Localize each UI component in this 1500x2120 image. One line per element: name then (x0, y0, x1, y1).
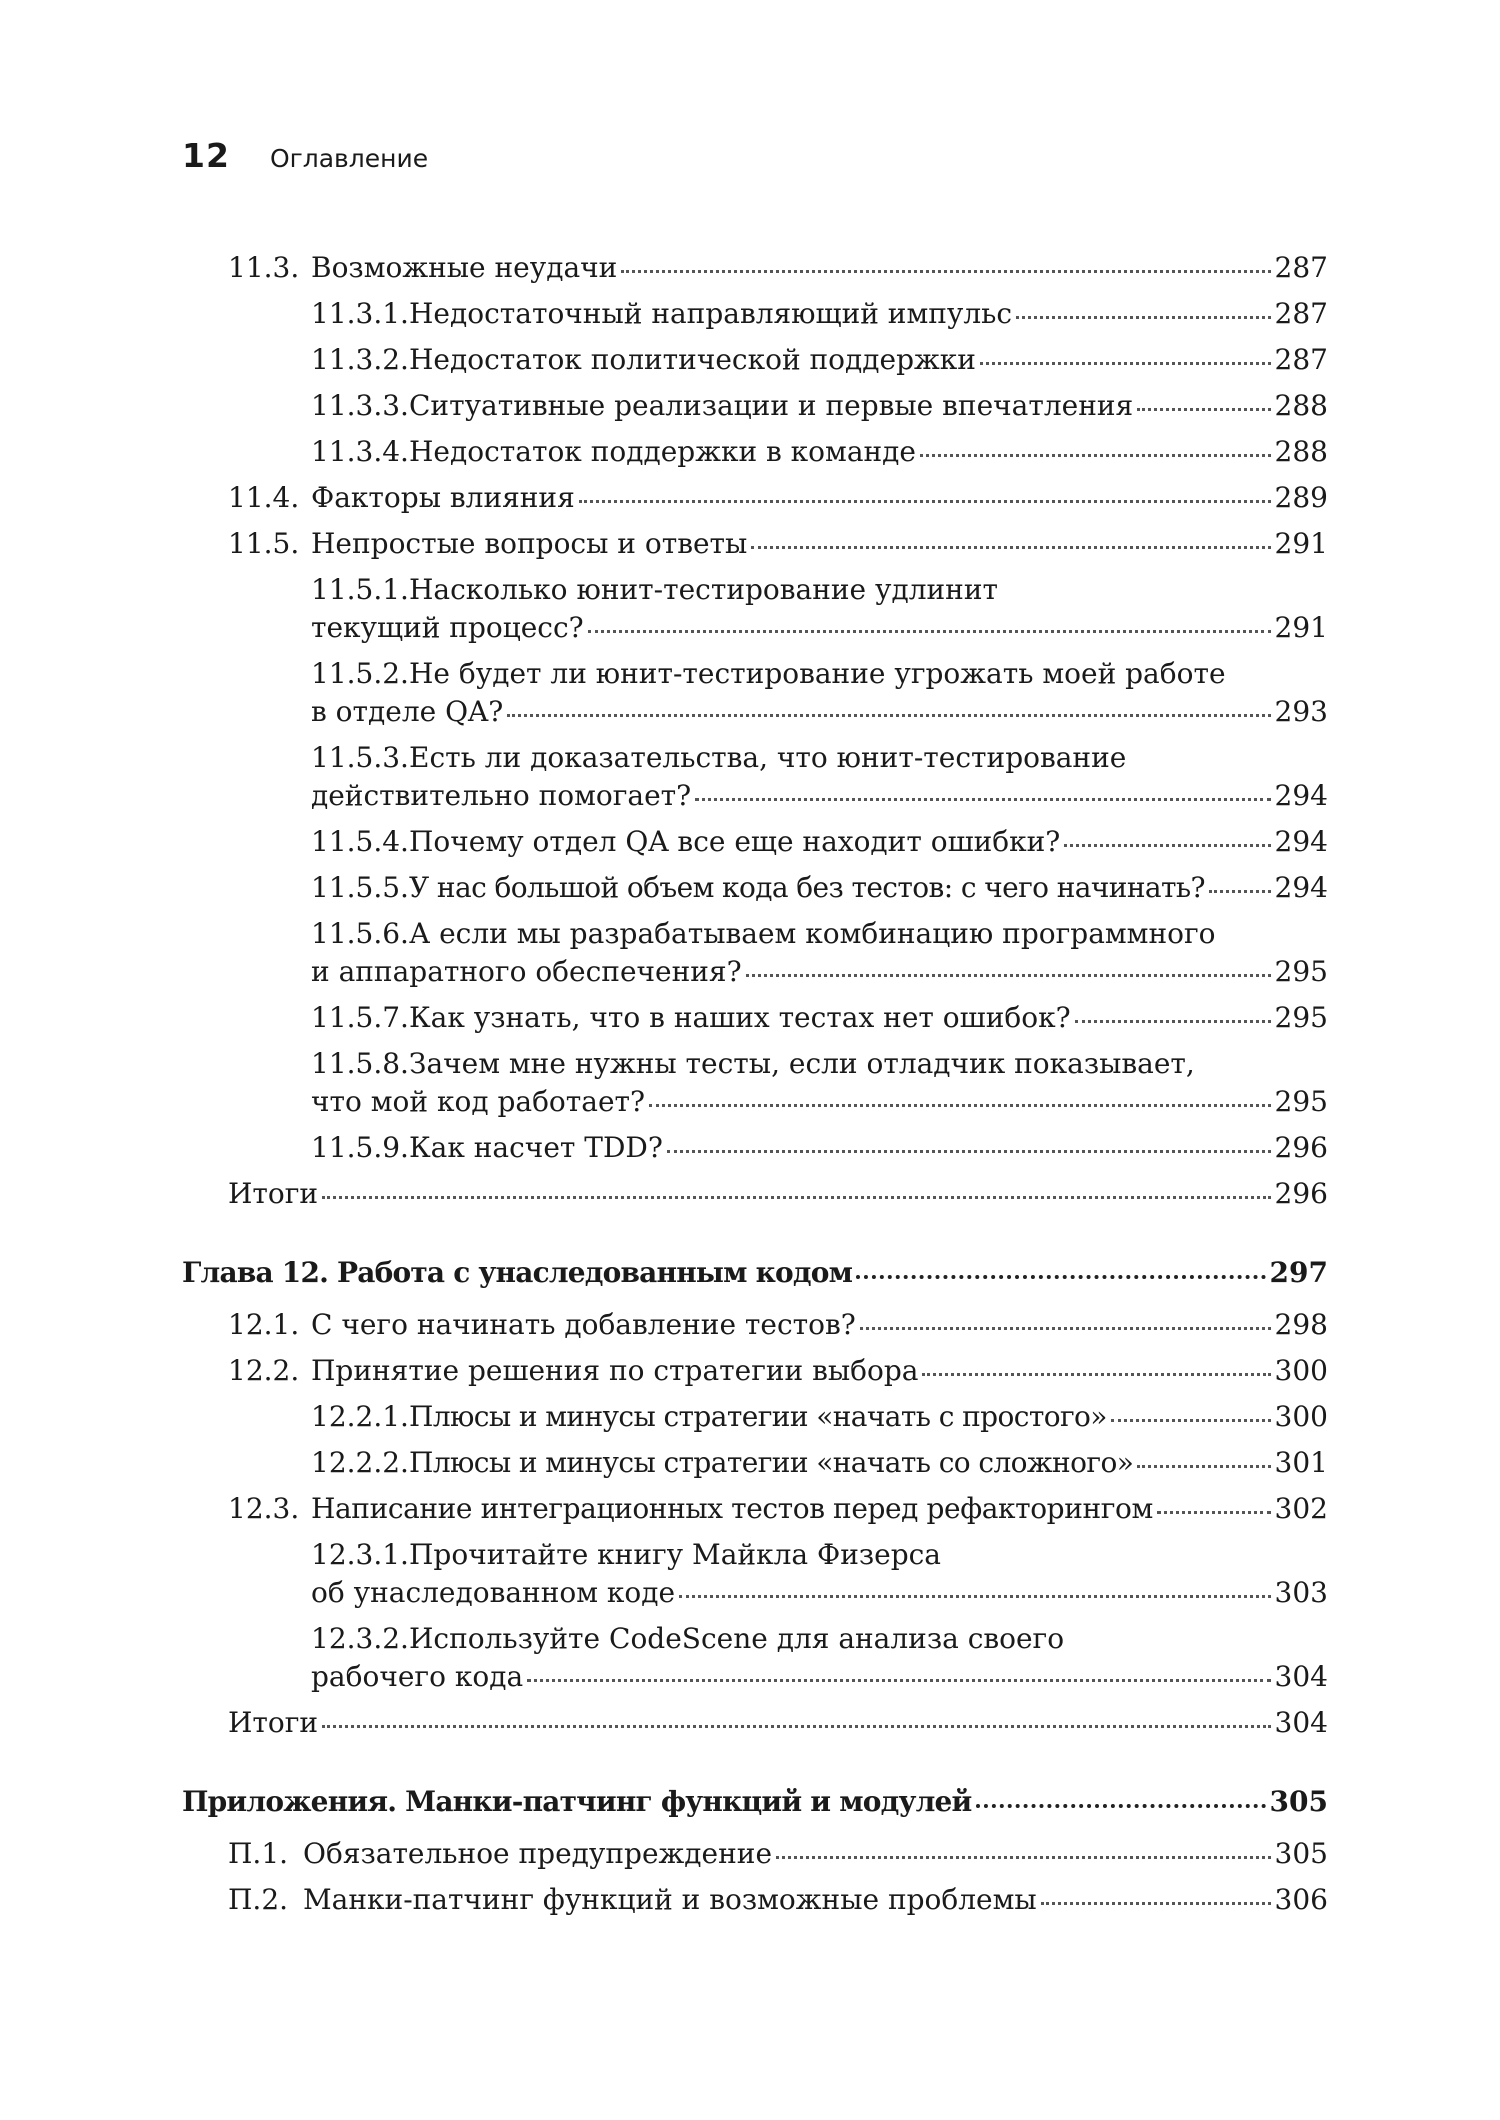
toc-entry-11-5 (228, 524, 1328, 564)
toc-entry-title: Как узнать, что в наших тестах нет ошибок? (409, 1001, 1071, 1034)
toc-entry-number: 11.3.4. (311, 435, 409, 468)
toc-entry-title: Непростые вопросы и ответы (311, 527, 748, 560)
toc-entry-page: 288 (1274, 435, 1328, 468)
toc-entry-12-2-1 (311, 1397, 1328, 1437)
toc-entry-12-3-2-second-line (311, 1657, 1328, 1697)
toc-entry-11-5-1-first-line (311, 570, 1328, 610)
toc-entry-page: 301 (1274, 1446, 1328, 1479)
dot-leader (647, 1083, 1273, 1111)
dot-leader (744, 953, 1273, 981)
dot-leader (577, 479, 1273, 507)
toc-entry-title: Почему отдел QA все еще находит ошибки? (409, 825, 1061, 858)
toc-entry-11-5-9 (311, 1128, 1328, 1168)
toc-entry-title: Насколько юнит-тестирование удлинит (409, 573, 998, 606)
toc-entry-number: 11.5.7. (311, 1001, 409, 1034)
toc-entry-page: 305 (1269, 1785, 1328, 1818)
toc-entry-number: 11.5.9. (311, 1131, 409, 1164)
toc-entry-title: Плюсы и минусы стратегии «начать с простого» (409, 1400, 1107, 1433)
toc-entry-number: 11.5.8. (311, 1047, 409, 1080)
toc-entry-title: Принятие решения по стратегии выбора (311, 1354, 919, 1387)
toc-entry-title-continued: об унаследованном коде (311, 1576, 676, 1609)
toc-entry-p-2 (228, 1880, 1328, 1920)
toc-chapter-title: Приложения. Манки-патчинг функций и модулей (182, 1785, 972, 1818)
toc-entry-number: 11.3.3. (311, 389, 409, 422)
toc-entry-number: 11.3.1. (311, 297, 409, 330)
toc-entry-11-3-1 (311, 294, 1328, 334)
toc-entry-page: 304 (1274, 1706, 1328, 1739)
toc-entry-11-5-6-second-line (311, 952, 1328, 992)
toc-entry-title: Итоги (228, 1706, 319, 1739)
toc-entry-title: Плюсы и минусы стратегии «начать со сложного» (409, 1446, 1134, 1479)
toc-entry-11-5-2-first-line (311, 654, 1328, 694)
toc-entry-number: 11.5.3. (311, 741, 409, 774)
dot-leader (320, 1704, 1272, 1732)
dot-leader (665, 1129, 1273, 1157)
toc-entry-12-3-1-first-line (311, 1535, 1328, 1575)
toc-entry-page: 300 (1274, 1400, 1328, 1433)
dot-leader (619, 249, 1272, 277)
dot-leader (1039, 1881, 1273, 1909)
toc-entry-page: 303 (1274, 1576, 1328, 1609)
toc-entry-number: 12.3.2. (311, 1622, 409, 1655)
toc-entry-title: Зачем мне нужны тесты, если отладчик показывает, (409, 1047, 1195, 1080)
toc-entry-11-5-8-second-line (311, 1082, 1328, 1122)
dot-leader (918, 433, 1273, 461)
toc-entry-number: 12.2. (228, 1354, 300, 1387)
toc-entry-title-continued: в отделе QA? (311, 695, 504, 728)
dot-leader (505, 693, 1272, 721)
dot-leader (693, 777, 1272, 805)
dot-leader (749, 525, 1272, 553)
toc-entry-page: 295 (1274, 1085, 1328, 1118)
toc-entry-11-5-3-first-line (311, 738, 1328, 778)
toc-entry-number: 11.5.4. (311, 825, 409, 858)
toc-entry-title: Как насчет TDD? (409, 1131, 663, 1164)
toc-entry-number: 11.3. (228, 251, 300, 284)
toc-entry-number: 11.5.2. (311, 657, 409, 690)
toc-entry-page: 306 (1274, 1883, 1328, 1916)
dot-leader (1062, 823, 1272, 851)
toc-entry-title-continued: действительно помогает? (311, 779, 692, 812)
toc-entry-title: Недостаток политической поддержки (409, 343, 976, 376)
dot-leader (1109, 1398, 1273, 1426)
toc-entry-12-2 (228, 1351, 1328, 1391)
toc-entry-number: 11.3.2. (311, 343, 409, 376)
dot-leader (1207, 869, 1273, 897)
toc-entry-11-3 (228, 248, 1328, 288)
toc-entry-number: 12.2.2. (311, 1446, 409, 1479)
toc-entry-11-5-2-second-line (311, 692, 1328, 732)
toc-entry-title: Прочитайте книгу Майкла Физерса (409, 1538, 941, 1571)
toc-entry-page: 288 (1274, 389, 1328, 422)
toc-entry-11-5-7 (311, 998, 1328, 1038)
toc-entry-summary-ch11 (228, 1174, 1328, 1214)
toc-entry-page: 294 (1274, 825, 1328, 858)
toc-entry-12-3-2-first-line (311, 1619, 1328, 1659)
toc-entry-page: 291 (1274, 527, 1328, 560)
toc-appendix (182, 1782, 1328, 1822)
dot-leader (854, 1254, 1267, 1282)
dot-leader (1155, 1490, 1273, 1518)
toc-entry-page: 287 (1274, 251, 1328, 284)
toc-entry-11-5-8-first-line (311, 1044, 1328, 1084)
toc-entry-11-3-2 (311, 340, 1328, 380)
toc-entry-page: 295 (1274, 955, 1328, 988)
toc-entry-12-3-1-second-line (311, 1573, 1328, 1613)
toc-entry-page: 296 (1274, 1177, 1328, 1210)
dot-leader (1014, 295, 1272, 323)
toc-entry-page: 294 (1274, 779, 1328, 812)
toc-entry-page: 304 (1274, 1660, 1328, 1693)
toc-entry-title: Используйте CodeScene для анализа своего (409, 1622, 1065, 1655)
toc-entry-title: Манки-патчинг функций и возможные проблемы (303, 1883, 1037, 1916)
toc-entry-page: 295 (1274, 1001, 1328, 1034)
toc-entry-number: 11.4. (228, 481, 300, 514)
toc-entry-11-5-6-first-line (311, 914, 1328, 954)
toc-chapter-title: Глава 12. Работа с унаследованным кодом (182, 1256, 853, 1289)
toc-entry-page: 287 (1274, 343, 1328, 376)
toc-entry-number: 12.3. (228, 1492, 300, 1525)
toc-entry-title: Возможные неудачи (311, 251, 618, 284)
toc-entry-title: Недостаток поддержки в команде (409, 435, 916, 468)
toc-entry-11-5-1-second-line (311, 608, 1328, 648)
toc-entry-page: 298 (1274, 1308, 1328, 1341)
toc-entry-page: 287 (1274, 297, 1328, 330)
toc-entry-page: 289 (1274, 481, 1328, 514)
toc-entry-11-3-4 (311, 432, 1328, 472)
toc-entry-title: У нас большой объем кода без тестов: с чего начинать? (409, 871, 1205, 904)
toc-entry-page: 293 (1274, 695, 1328, 728)
toc-entry-number: 11.5. (228, 527, 300, 560)
toc-entry-title: Недостаточный направляющий импульс (409, 297, 1013, 330)
dot-leader (974, 1783, 1268, 1811)
toc-entry-number: 11.5.5. (311, 871, 409, 904)
toc-entry-title-continued: текущий процесс? (311, 611, 584, 644)
dot-leader (525, 1658, 1272, 1686)
running-head (182, 136, 428, 186)
toc-entry-11-5-4 (311, 822, 1328, 862)
toc-entry-number: 11.5.1. (311, 573, 409, 606)
dot-leader (774, 1835, 1273, 1863)
toc-entry-11-3-3 (311, 386, 1328, 426)
toc-entry-11-4 (228, 478, 1328, 518)
toc-entry-title-continued: и аппаратного обеспечения? (311, 955, 742, 988)
toc-entry-11-5-5 (311, 868, 1328, 908)
toc-entry-title: Обязательное предупреждение (303, 1837, 773, 1870)
toc-entry-12-2-2 (311, 1443, 1328, 1483)
toc-entry-summary-ch12 (228, 1703, 1328, 1743)
toc-entry-title: Есть ли доказательства, что юнит-тестирование (409, 741, 1127, 774)
toc-entry-title-continued: рабочего кода (311, 1660, 524, 1693)
toc-entry-number: 12.2.1. (311, 1400, 409, 1433)
toc-entry-page: 300 (1274, 1354, 1328, 1387)
toc-entry-number: 12.3.1. (311, 1538, 409, 1571)
page-number: 12 (182, 136, 230, 175)
dot-leader (1073, 999, 1273, 1027)
toc-entry-page: 294 (1274, 871, 1328, 904)
toc-entry-11-5-3-second-line (311, 776, 1328, 816)
dot-leader (1135, 387, 1272, 415)
toc-chapter-12 (182, 1253, 1328, 1293)
dot-leader (320, 1175, 1272, 1203)
running-title: Оглавление (269, 144, 429, 173)
dot-leader (586, 609, 1273, 637)
toc-entry-12-3 (228, 1489, 1328, 1529)
toc-entry-page: 296 (1274, 1131, 1328, 1164)
toc-entry-12-1 (228, 1305, 1328, 1345)
toc-entry-title: Факторы влияния (311, 481, 575, 514)
toc-entry-page: 302 (1274, 1492, 1328, 1525)
toc-entry-number: П.1. (228, 1837, 289, 1870)
dot-leader (858, 1306, 1273, 1334)
toc-entry-title-continued: что мой код работает? (311, 1085, 646, 1118)
toc-entry-title: Итоги (228, 1177, 319, 1210)
toc-entry-title: Написание интеграционных тестов перед рефакторингом (311, 1492, 1153, 1525)
dot-leader (920, 1352, 1272, 1380)
toc-entry-page: 291 (1274, 611, 1328, 644)
toc-entry-p-1 (228, 1834, 1328, 1874)
toc-entry-page: 297 (1269, 1256, 1328, 1289)
toc-entry-number: П.2. (228, 1883, 289, 1916)
dot-leader (677, 1574, 1272, 1602)
toc-entry-page: 305 (1274, 1837, 1328, 1870)
toc-entry-title: Ситуативные реализации и первые впечатления (409, 389, 1134, 422)
toc-entry-number: 12.1. (228, 1308, 300, 1341)
dot-leader (1135, 1444, 1272, 1472)
toc-entry-number: 11.5.6. (311, 917, 409, 950)
toc-entry-title: А если мы разрабатываем комбинацию программного (409, 917, 1216, 950)
dot-leader (978, 341, 1273, 369)
toc-entry-title: С чего начинать добавление тестов? (311, 1308, 856, 1341)
toc-entry-title: Не будет ли юнит-тестирование угрожать моей работе (409, 657, 1226, 690)
